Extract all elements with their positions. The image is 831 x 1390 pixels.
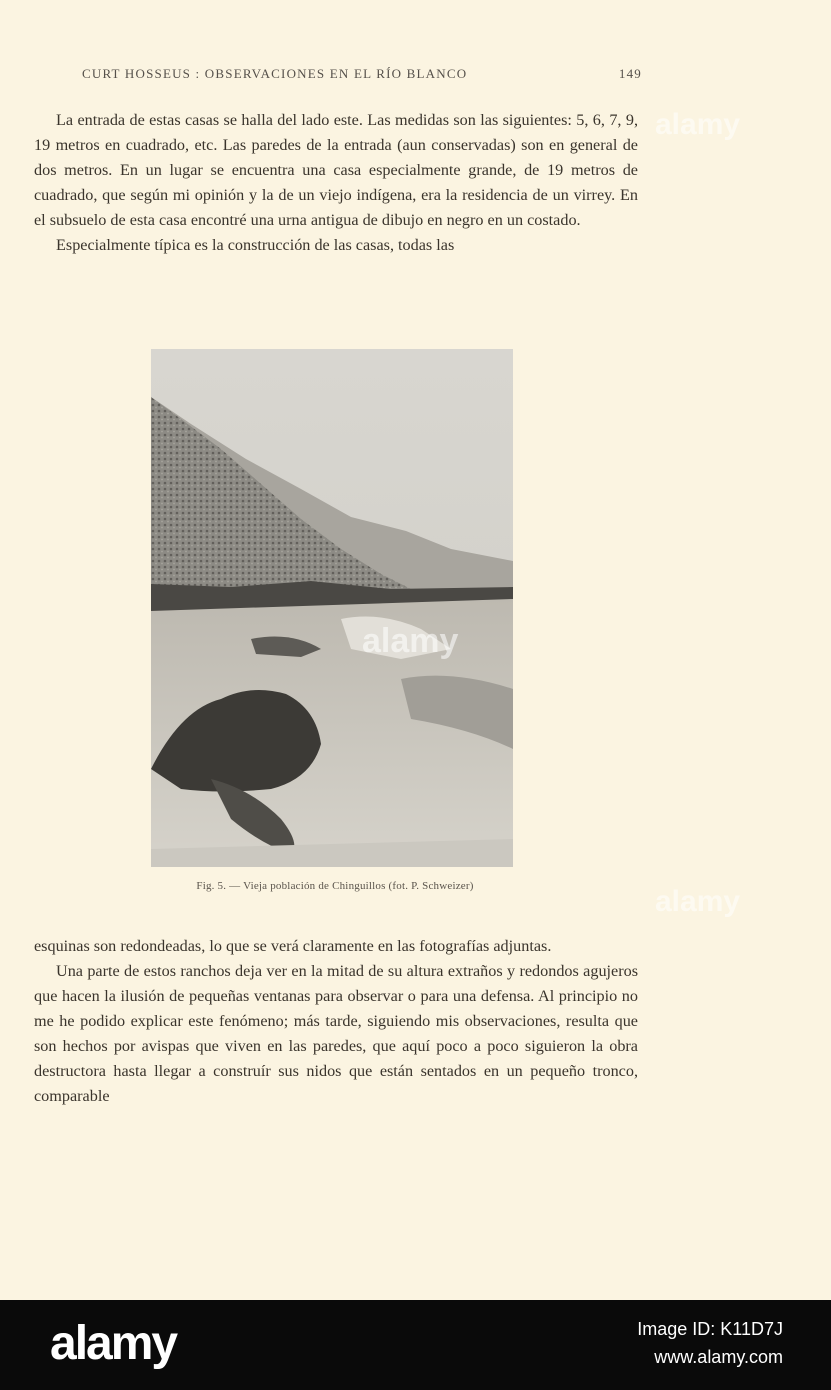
landscape-photo: [151, 349, 513, 867]
running-title: CURT HOSSEUS : OBSERVACIONES EN EL RÍO BLANCO: [82, 66, 468, 81]
watermark: alamy: [362, 622, 459, 660]
paragraph: La entrada de estas casas se halla del lado este. Las medidas son las siguientes: 5, 6, 7, 9, 19 metros en cuadrado, etc. Las paredes de la entrada (aun conservadas) son en general de dos metros. En un lugar se encuentra una casa especialmente grande, de 19 metros de cuadrado, que según mi opinión y la de un viejo indígena, era la residencia de un virrey. En el subsuelo de esta casa encontré una urna antigua de dibujo en negro en un costado.: [34, 111, 638, 229]
watermark: alamy: [655, 108, 741, 141]
figure-photo: [151, 349, 513, 867]
alamy-logo: alamy: [50, 1317, 177, 1370]
stock-footer: [0, 1300, 831, 1390]
watermark: alamy: [655, 885, 741, 918]
image-id: Image ID: K11D7J: [637, 1319, 783, 1339]
figure-caption: Fig. 5. — Vieja población de Chinguillos (fot. P. Schweizer): [196, 880, 474, 892]
bottom-text-block: [34, 934, 638, 1109]
page-number: 149: [618, 66, 642, 81]
paragraph: Una parte de estos ranchos deja ver en la mitad de su altura extraños y redondos agujeros que hacen la ilusión de pequeñas ventanas para observar o para una defensa. Al principio no me he podido explicar este fenómeno; más tarde, siguiendo mis observaciones, resulta que son hechos por avispas que viven en las paredes, que aquí poco a poco siguieron la obra destructora hasta llegar a construír sus nidos que están sentados en un pequeño tronco, comparable: [34, 962, 638, 1105]
paragraph: Especialmente típica es la construcción de las casas, todas las: [56, 236, 455, 254]
top-text-block: [34, 108, 638, 258]
paragraph: esquinas son redondeadas, lo que se verá claramente en las fotografías adjuntas.: [34, 937, 552, 955]
site-url: www.alamy.com: [654, 1347, 783, 1367]
